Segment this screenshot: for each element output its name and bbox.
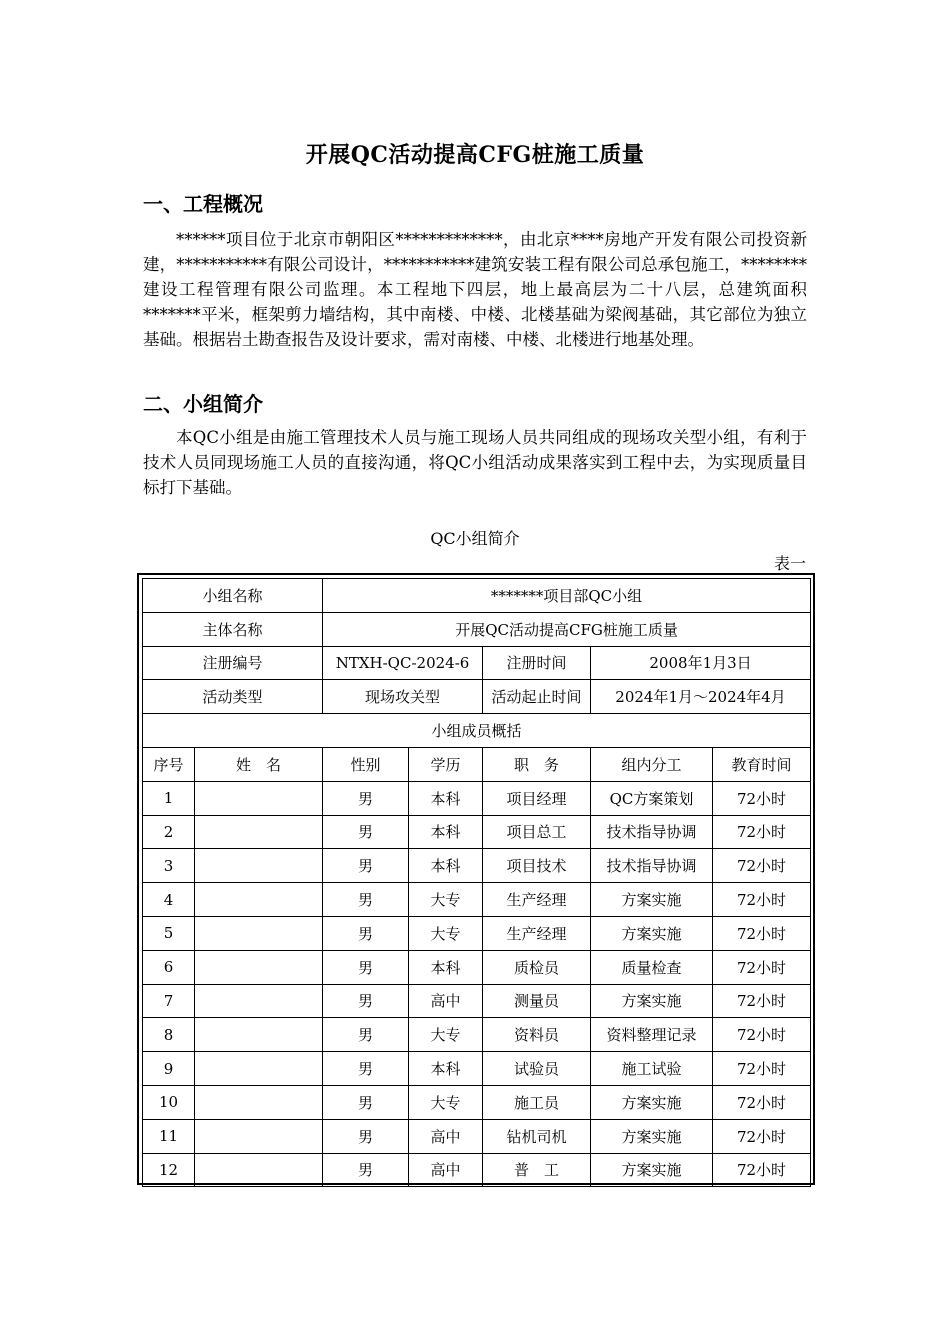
cell-training: 72小时 [713, 1153, 811, 1187]
activity-type-value: 现场攻关型 [323, 680, 483, 714]
cell-position: 普 工 [483, 1153, 591, 1187]
cell-training: 72小时 [713, 1119, 811, 1153]
header-gender: 性别 [323, 747, 409, 781]
cell-role: 资料整理记录 [591, 1018, 713, 1052]
table-row [143, 781, 811, 815]
cell-position: 生产经理 [483, 916, 591, 950]
cell-gender: 男 [323, 1119, 409, 1153]
table-row [143, 1052, 811, 1086]
cell-education: 本科 [409, 1052, 483, 1086]
cell-role: 方案实施 [591, 1119, 713, 1153]
table-row [143, 916, 811, 950]
header-position: 职 务 [483, 747, 591, 781]
table-row [143, 883, 811, 917]
cell-position: 钻机司机 [483, 1119, 591, 1153]
cell-index: 10 [143, 1085, 195, 1119]
header-index: 序号 [143, 747, 195, 781]
cell-training: 72小时 [713, 815, 811, 849]
table-row [143, 1085, 811, 1119]
cell-index: 4 [143, 883, 195, 917]
cell-training: 72小时 [713, 1052, 811, 1086]
section-heading-group: 二、小组简介 [143, 392, 263, 416]
activity-type-label: 活动类型 [143, 680, 323, 714]
cell-training: 72小时 [713, 916, 811, 950]
header-education: 学历 [409, 747, 483, 781]
cell-gender: 男 [323, 1018, 409, 1052]
cell-position: 质检员 [483, 950, 591, 984]
cell-gender: 男 [323, 1085, 409, 1119]
cell-name [195, 815, 323, 849]
cell-role: 方案实施 [591, 984, 713, 1018]
cell-education: 本科 [409, 950, 483, 984]
reg-no-value: NTXH-QC-2024-6 [323, 646, 483, 680]
cell-index: 1 [143, 781, 195, 815]
cell-index: 12 [143, 1153, 195, 1187]
cell-name [195, 916, 323, 950]
table-row [143, 984, 811, 1018]
cell-role: 方案实施 [591, 916, 713, 950]
subject-value: 开展QC活动提高CFG桩施工质量 [323, 612, 811, 646]
cell-index: 3 [143, 849, 195, 883]
cell-role: 技术指导协调 [591, 849, 713, 883]
cell-name [195, 781, 323, 815]
cell-position: 项目总工 [483, 815, 591, 849]
cell-gender: 男 [323, 1052, 409, 1086]
cell-name [195, 1018, 323, 1052]
group-name-label: 小组名称 [143, 579, 323, 613]
table-row [143, 1018, 811, 1052]
cell-education: 大专 [409, 1018, 483, 1052]
table-row [143, 1153, 811, 1187]
cell-position: 资料员 [483, 1018, 591, 1052]
cell-position: 项目技术 [483, 849, 591, 883]
cell-gender: 男 [323, 984, 409, 1018]
cell-role: 技术指导协调 [591, 815, 713, 849]
cell-name [195, 1119, 323, 1153]
cell-position: 生产经理 [483, 883, 591, 917]
cell-gender: 男 [323, 883, 409, 917]
group-name-value: *******项目部QC小组 [323, 579, 811, 613]
cell-education: 高中 [409, 984, 483, 1018]
cell-gender: 男 [323, 916, 409, 950]
cell-education: 大专 [409, 1085, 483, 1119]
cell-gender: 男 [323, 849, 409, 883]
members-heading: 小组成员概括 [143, 714, 811, 748]
cell-education: 高中 [409, 1119, 483, 1153]
cell-education: 本科 [409, 781, 483, 815]
cell-name [195, 1153, 323, 1187]
group-paragraph: 本QC小组是由施工管理技术人员与施工现场人员共同组成的现场攻关型小组，有利于技术人员同现场施工人员的直接沟通，将QC小组活动成果落实到工程中去，为实现质量目标打下基础。 [143, 428, 807, 497]
subject-label: 主体名称 [143, 612, 323, 646]
period-label: 活动起止时间 [483, 680, 591, 714]
section-heading-overview: 一、工程概况 [143, 192, 263, 216]
cell-education: 大专 [409, 883, 483, 917]
cell-name [195, 984, 323, 1018]
cell-index: 5 [143, 916, 195, 950]
cell-role: 质量检查 [591, 950, 713, 984]
cell-gender: 男 [323, 781, 409, 815]
cell-index: 2 [143, 815, 195, 849]
table-row [143, 1119, 811, 1153]
cell-gender: 男 [323, 950, 409, 984]
cell-index: 6 [143, 950, 195, 984]
cell-role: 方案实施 [591, 883, 713, 917]
table-row [143, 815, 811, 849]
table-row [143, 950, 811, 984]
cell-name [195, 883, 323, 917]
cell-index: 8 [143, 1018, 195, 1052]
overview-paragraph: ******项目位于北京市朝阳区*************，由北京****房地产开发有限公司投资新建，***********有限公司设计，***********建筑安装工程有限公司总承包施工，********建设工程管理有限公司监理。本工程地下四层，地上最高层为二十八层，总建筑面积*******平米，框架剪力墙结构，其中南楼、中楼、北楼基础为梁阀基础，其它部位为独立基础。根据岩土勘查报告及设计要求，需对南楼、中楼、北楼进行地基处理。 [143, 230, 807, 349]
table-row [143, 849, 811, 883]
cell-role: 方案实施 [591, 1085, 713, 1119]
cell-training: 72小时 [713, 781, 811, 815]
header-name: 姓 名 [195, 747, 323, 781]
table-title: QC小组简介 [430, 529, 520, 548]
header-role: 组内分工 [591, 747, 713, 781]
reg-time-label: 注册时间 [483, 646, 591, 680]
cell-name [195, 1085, 323, 1119]
cell-position: 测量员 [483, 984, 591, 1018]
cell-training: 72小时 [713, 984, 811, 1018]
cell-name [195, 1052, 323, 1086]
document-title: 开展QC活动提高CFG桩施工质量 [305, 142, 645, 168]
cell-education: 本科 [409, 815, 483, 849]
cell-training: 72小时 [713, 849, 811, 883]
cell-name [195, 950, 323, 984]
qc-group-table [142, 578, 811, 1187]
cell-education: 大专 [409, 916, 483, 950]
cell-training: 72小时 [713, 950, 811, 984]
cell-index: 11 [143, 1119, 195, 1153]
cell-index: 7 [143, 984, 195, 1018]
cell-role: 施工试验 [591, 1052, 713, 1086]
table-number: 表一 [773, 554, 806, 573]
cell-name [195, 849, 323, 883]
reg-time-value: 2008年1月3日 [591, 646, 811, 680]
cell-training: 72小时 [713, 883, 811, 917]
cell-position: 项目经理 [483, 781, 591, 815]
cell-training: 72小时 [713, 1085, 811, 1119]
cell-position: 施工员 [483, 1085, 591, 1119]
cell-training: 72小时 [713, 1018, 811, 1052]
header-training: 教育时间 [713, 747, 811, 781]
period-value: 2024年1月～2024年4月 [591, 680, 811, 714]
cell-role: 方案实施 [591, 1153, 713, 1187]
cell-education: 高中 [409, 1153, 483, 1187]
reg-no-label: 注册编号 [143, 646, 323, 680]
cell-role: QC方案策划 [591, 781, 713, 815]
cell-gender: 男 [323, 1153, 409, 1187]
cell-index: 9 [143, 1052, 195, 1086]
qc-group-table-frame [137, 573, 815, 1185]
cell-position: 试验员 [483, 1052, 591, 1086]
cell-gender: 男 [323, 815, 409, 849]
cell-education: 本科 [409, 849, 483, 883]
